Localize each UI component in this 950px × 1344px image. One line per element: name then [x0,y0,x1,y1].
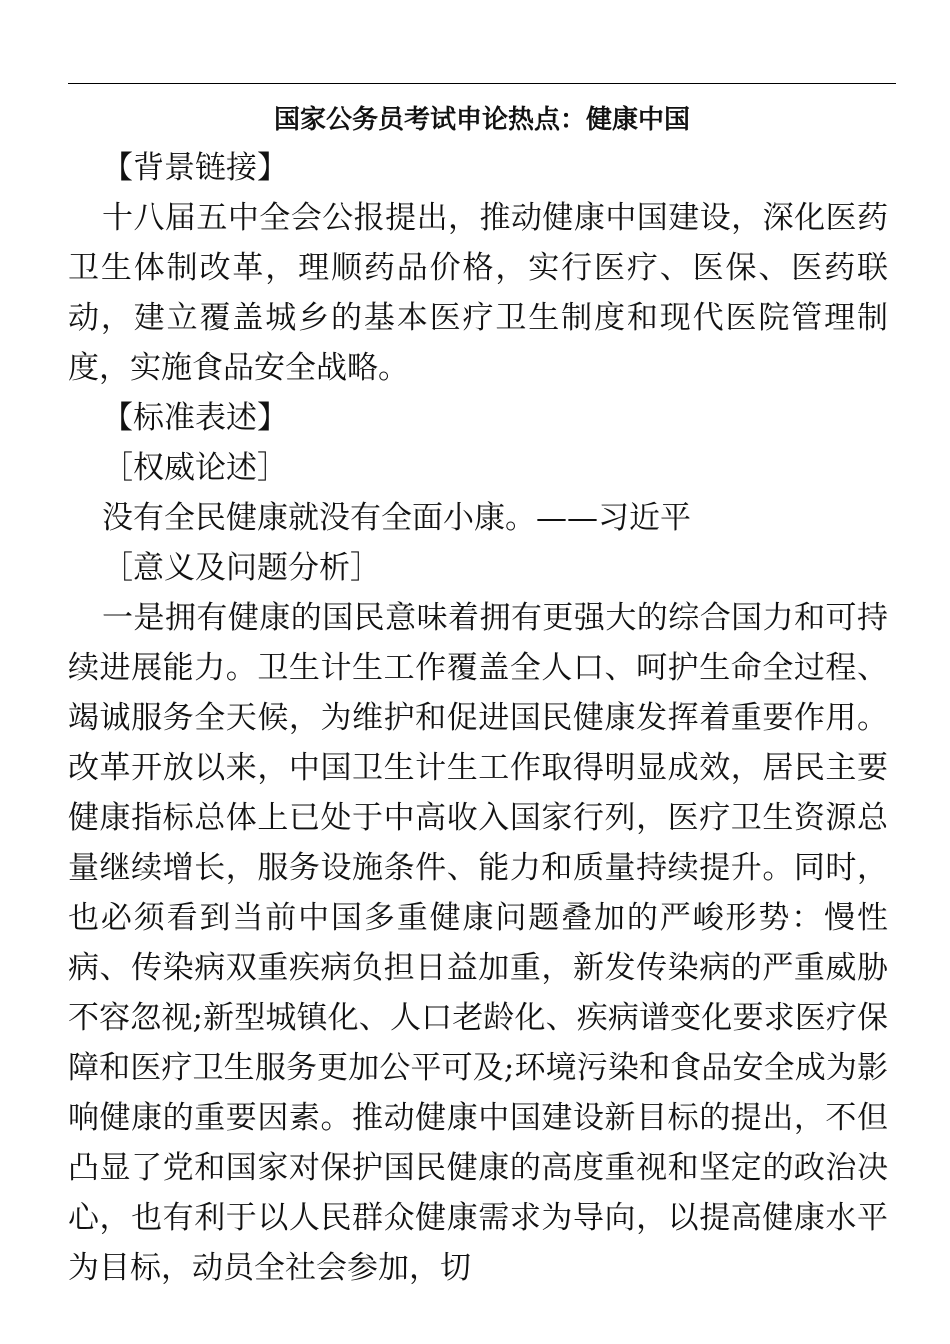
subsection-heading-authority: ［权威论述］ [102,450,288,486]
document-title: 国家公务员考试申论热点：健康中国 [273,105,690,135]
header-rule [68,83,896,84]
section-heading-standard: 【标准表述】 [102,400,288,436]
subsection-heading-analysis: ［意义及问题分析］ [102,550,381,586]
section-heading-background: 【背景链接】 [102,150,288,186]
paragraph-quote: 没有全民健康就没有全面小康。——习近平 [102,500,691,536]
paragraph-analysis: 一是拥有健康的国民意味着拥有更强大的综合国力和可持续进展能力。卫生计生工作覆盖全人口、呵护生命全过程、竭诚服务全天候，为维护和促进国民健康发挥着重要作用。改革开放以来，中国卫生计生工作取得明显成效，居民主要健康指标总体上已处于中高收入国家行列，医疗卫生资源总量继续增长，服务设施条件、能力和质量持续提升。同时，也必须看到当前中国多重健康问题叠加的严峻形势：慢性病、传染病双重疾病负担日益加重，新发传染病的严重威胁不容忽视;新型城镇化、人口老龄化、疾病谱变化要求医疗保障和医疗卫生服务更加公平可及;环境污染和食品安全成为影响健康的重要因素。推动健康中国建设新目标的提出，不但凸显了党和国家对保护国民健康的高度重视和坚定的政治决心，也有利于以人民群众健康需求为导向，以提高健康水平为目标，动员全社会参加，切 [68,600,888,1286]
paragraph-background: 十八届五中全会公报提出，推动健康中国建设，深化医药卫生体制改革，理顺药品价格，实行医疗、医保、医药联动，建立覆盖城乡的基本医疗卫生制度和现代医院管理制度，实施食品安全战略。 [68,200,888,386]
document-body [68,143,888,1293]
